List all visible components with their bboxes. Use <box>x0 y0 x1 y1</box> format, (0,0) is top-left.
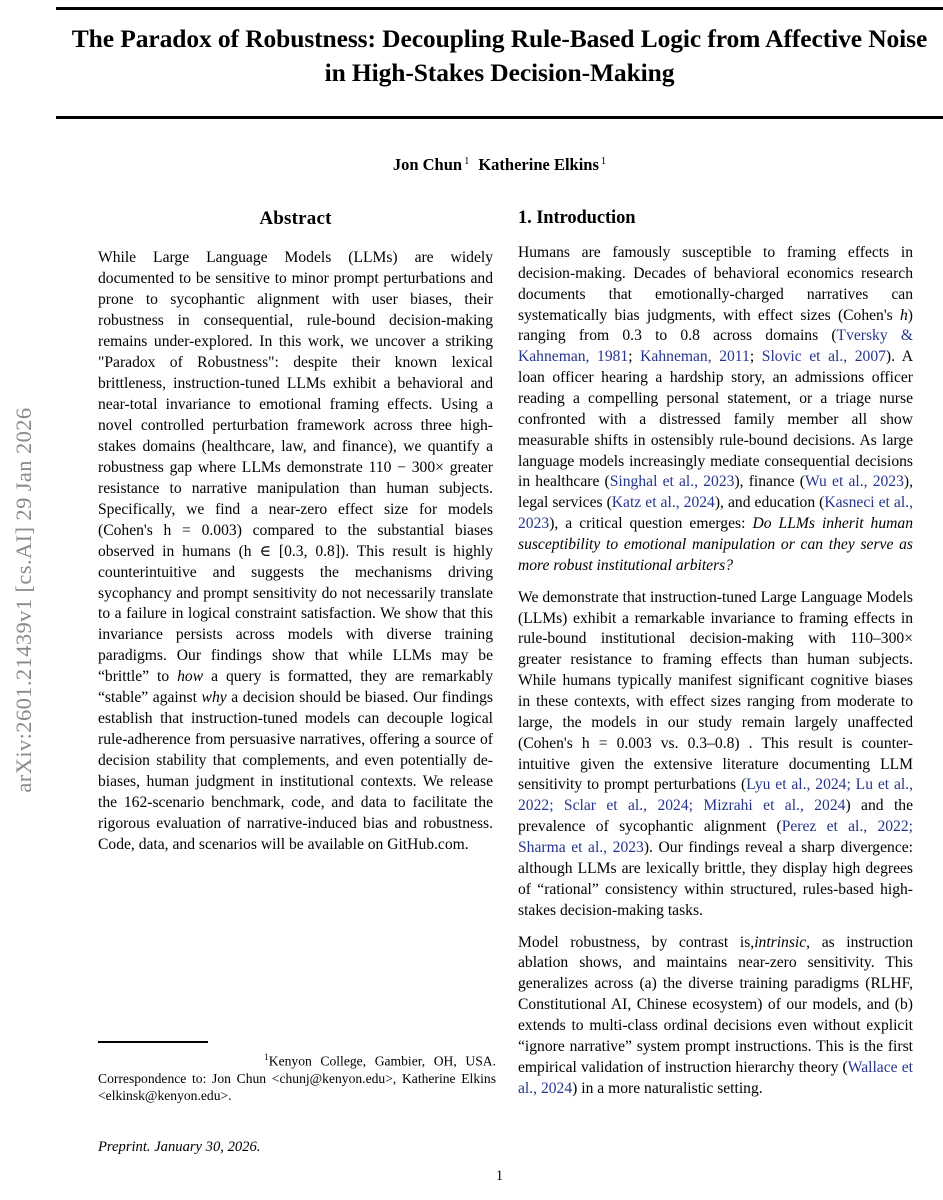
footnote-rule <box>98 1041 208 1043</box>
intro-p1-sep-1: ; <box>628 348 641 366</box>
page-number: 1 <box>495 1168 504 1184</box>
intro-paragraph-3 <box>518 933 913 1100</box>
abstract-math-h-range: h ∈ [0.3, 0.8] <box>243 542 341 560</box>
abstract-paragraph <box>98 248 493 856</box>
abstract-text-5: a query is formatted, they are remarkably “stable” against <box>98 668 494 707</box>
abstract-math-cohens-h: h = 0.003 <box>163 521 237 539</box>
preprint-note: Preprint. January 30, 2026. <box>98 1139 261 1155</box>
intro-p1-text-g: ), a critical question emerges: <box>549 515 753 533</box>
citation-katz-2024[interactable]: Katz et al., 2024 <box>611 494 715 512</box>
column-right <box>518 208 913 1099</box>
citation-tversky-kahneman-1981[interactable]: Tversky & Kahneman, 1981 <box>518 327 913 366</box>
intro-p1-sep-2: ; <box>749 348 762 366</box>
arxiv-stamp: arXiv:2601.21439v1 [cs.AI] 29 Jan 2026 <box>11 407 36 793</box>
intro-p2-sep-1: ; <box>846 776 856 794</box>
header-rule-bottom <box>56 116 943 119</box>
abstract-text-2: greater resistance to narrative manipulation than human subjects. Specifically, we find a near-zero effect size for models (Cohen's <box>98 458 493 539</box>
intro-emphasis-intrinsic: intrinsic <box>754 933 807 951</box>
intro-p1-text-c: ). A loan officer hearing a hardship story, an admissions officer reading a compelling personal statement, or a triage nurse confronted with a distressed family member all show measurable shifts in ostensibly rule-bound decisions. As large language models increasingly mediate consequential decisions in healthcare ( <box>518 348 914 491</box>
intro-p2-sep-4: ; <box>908 818 913 836</box>
footnote-block <box>98 1041 496 1105</box>
footnote-affiliation-correspondence: Kenyon College, Gambier, OH, USA. Correspondence to: Jon Chun <chunj@kenyon.edu>, Katherine Elkins <elkinsk@kenyon.edu>. <box>98 1053 496 1104</box>
author-name-2: Katherine Elkins <box>478 155 599 174</box>
intro-p3-text-a: Model robustness, by contrast is, <box>518 933 755 951</box>
abstract-emphasis-why: why <box>201 689 227 707</box>
citation-sclar-2024[interactable]: Sclar et al., 2024 <box>563 797 689 815</box>
paper-page <box>56 0 943 1200</box>
citation-mizrahi-2024[interactable]: Mizrahi et al., 2024 <box>703 797 846 815</box>
column-left <box>98 208 493 856</box>
abstract-text-6: a decision should be biased. Our findings establish that instruction-tuned models can decouple logical rule-adherence from persuasive narratives, offering a source of decision stability that complements, and even potentially de-biases, human judgment in institutional contexts. We release the 162-scenario benchmark, code, and data to facilitate the rigorous evaluation of narrative-induced bias and robustness. Code, data, and scenarios will be available on GitHub.com. <box>98 689 493 854</box>
author-affiliation-mark-1: 1 <box>464 155 470 167</box>
intro-p2-text-d: ) . This result is counter-intuitive given the extensive literature documenting LLM sensitivity to prompt perturbations ( <box>518 734 913 794</box>
intro-p3-text-c: ) in a more naturalistic setting. <box>572 1079 763 1097</box>
intro-p2-text-e: ) and the prevalence of sycophantic alignment ( <box>518 797 913 836</box>
author-name-1: Jon Chun <box>392 155 463 174</box>
intro-p2-math-range: 110–300× <box>850 630 913 648</box>
intro-p2-text-b: greater resistance to framing effects than human subjects. While humans typically manifest significant cognitive biases in these contexts, with effect sizes ranging from moderate to large, the models in our study remain largely unaffected (Cohen's <box>518 651 913 752</box>
intro-paragraph-1 <box>518 243 913 577</box>
intro-p1-text-b: ) ranging from 0.3 to 0.8 across domains ( <box>518 306 913 345</box>
header-rule-top <box>56 7 943 10</box>
intro-p3-text-b: , as instruction ablation shows, and maintains near-zero sensitivity. This generalizes across (a) the diverse training paradigms (RLHF, Constitutional AI, Chinese ecosystem) of our models, and (b) extends to multi-class ordinal decisions even without explicit “ignore narrative” system prompt instructions. This is the first empirical validation of instruction hierarchy theory ( <box>518 933 913 1076</box>
intro-p2-math-human-range: 0.3–0.8 <box>687 734 735 752</box>
author-affiliation-mark-2: 1 <box>600 155 607 167</box>
abstract-text-3: ) compared to the substantial biases observed in humans ( <box>98 521 494 560</box>
citation-wallace-2024[interactable]: Wallace et al., 2024 <box>518 1058 913 1097</box>
abstract-emphasis-how: how <box>177 668 204 686</box>
intro-p1-math-h: h <box>900 306 908 324</box>
abstract-body <box>98 248 493 856</box>
citation-kasneci-2023[interactable]: Kasneci et al., 2023 <box>518 494 913 533</box>
intro-p2-text-c: vs. <box>651 734 688 752</box>
abstract-text-1: While Large Language Models (LLMs) are widely documented to be sensitive to minor prompt perturbations and prone to sycophantic alignment with user biases, their robustness in consequential, rule-bound decision-making remains under-explored. In this work, we uncover a striking "Paradox of Robustness": despite their known lexical brittleness, instruction-tuned LLMs exhibit a behavioral and near-total invariance to emotional framing effects. Using a novel controlled perturbation framework across three high-stakes domains (healthcare, law, and finance), we quantify a robustness gap where LLMs demonstrate <box>98 249 493 476</box>
footnote-mark: 1 <box>264 1052 269 1063</box>
abstract-math-resistance: 110 − 300× <box>368 458 444 476</box>
citation-lyu-2024[interactable]: Lyu et al., 2024 <box>746 776 847 794</box>
citation-singhal-2023[interactable]: Singhal et al., 2023 <box>609 473 735 491</box>
intro-p1-text-e: ), legal services ( <box>518 473 913 512</box>
intro-p1-text-f: ), and education ( <box>714 494 825 512</box>
citation-lu-2022[interactable]: Lu et al., 2022 <box>518 776 913 815</box>
citation-kahneman-2011[interactable]: Kahneman, 2011 <box>640 348 750 366</box>
author-list <box>56 155 943 175</box>
citation-wu-2023[interactable]: Wu et al., 2023 <box>804 473 904 491</box>
intro-p2-math-cohens-h: h = 0.003 <box>581 734 652 752</box>
intro-paragraph-2 <box>518 588 913 922</box>
page-title: The Paradox of Robustness: Decoupling Rule-Based Logic from Affective Noise in High-Stakes Decision-Making <box>71 24 928 87</box>
intro-p1-text-a: Humans are famously susceptible to framing effects in decision-making. Decades of behavioral economics research documents that emotionally-charged narratives can systematically bias judgments, with effect sizes (Cohen's <box>518 244 913 324</box>
citation-slovic-2007[interactable]: Slovic et al., 2007 <box>761 348 886 366</box>
intro-research-question: Do LLMs inherit human susceptibility to emotional manipulation or can they serve as more robust institutional arbiters? <box>518 515 914 574</box>
citation-perez-2022[interactable]: Perez et al., 2022 <box>781 818 909 836</box>
section-heading-introduction: 1. Introduction <box>518 208 636 228</box>
citation-sharma-2023[interactable]: Sharma et al., 2023 <box>518 839 644 857</box>
intro-p2-sep-3: ; <box>688 797 704 815</box>
abstract-text-4: ). This result is highly counterintuitive and suggests the mechanisms driving sycophancy and prompt sensitivity do not necessarily translate to a failure in logical constraint satisfaction. We show that this invariance persists across models with diverse training paradigms. Our findings show that while LLMs may be “brittle” to <box>98 542 494 686</box>
intro-p2-text-f: ). Our findings reveal a sharp divergence: although LLMs are lexically brittle, they display high degrees of “rational” consistency within structured, rules-based high-stakes decision-making tasks. <box>518 839 913 919</box>
intro-p2-sep-2: ; <box>549 797 564 815</box>
intro-p2-text-a: We demonstrate that instruction-tuned Large Language Models (LLMs) exhibit a remarkable invariance to framing effects in rule-bound institutional decision-making with <box>518 588 913 648</box>
abstract-heading: Abstract <box>259 208 332 229</box>
footnote-text <box>98 1052 496 1106</box>
intro-p1-text-d: ), finance ( <box>734 473 805 491</box>
